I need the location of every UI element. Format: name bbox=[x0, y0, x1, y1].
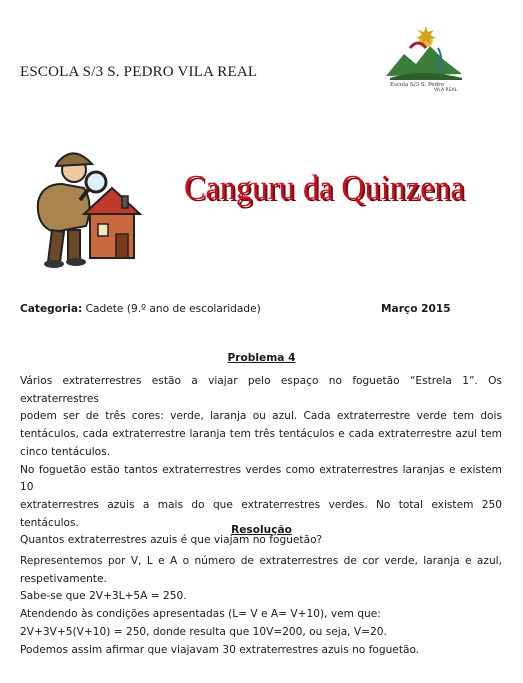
resolution-line: 2V+3V+5(V+10) = 250, donde resulta que 10V=200, ou seja, V=20. bbox=[20, 625, 387, 638]
logo-subtext: VILA REAL bbox=[434, 88, 458, 92]
problem-heading: Problema 4 bbox=[227, 352, 296, 364]
problem-line: No foguetão estão tantos extraterrestres verdes como extraterrestres laranjas e existem 10 bbox=[20, 463, 502, 494]
resolution-line: Sabe-se que 2V+3L+5A = 250. bbox=[20, 590, 187, 603]
logo-text: Escola S/3 S. Pedro bbox=[390, 82, 445, 88]
problem-line: Quantos extraterrestres azuis é que viajam no foguetão? bbox=[20, 534, 323, 547]
resolution-line: Representemos por V, L e A o número de extraterrestres de cor verde, laranja e azul, bbox=[20, 555, 502, 567]
category-label: Categoria: bbox=[20, 303, 83, 315]
problem-line: extraterrestres azuis a mais do que extraterrestres verdes. No total existem 250 tentáculos. bbox=[20, 498, 502, 529]
category-value: Cadete (9.º ano de escolaridade) bbox=[82, 303, 261, 315]
resolution-line: respetivamente. bbox=[20, 572, 107, 585]
school-name: ESCOLA S/3 S. PEDRO VILA REAL bbox=[20, 64, 258, 80]
problem-line: tentáculos, cada extraterrestre laranja tem três tentáculos e cada extraterrestre azul tem bbox=[20, 428, 502, 441]
resolution-heading: Resolução bbox=[231, 524, 292, 536]
page-title: Canguru da Quinzena bbox=[184, 168, 465, 207]
problem-line: cinco tentáculos. bbox=[20, 445, 111, 458]
resolution-line: Atendendo às condições apresentadas (L= V e A= V+10), vem que: bbox=[20, 608, 381, 621]
detective-illustration bbox=[28, 144, 146, 272]
date: Março 2015 bbox=[381, 303, 451, 315]
school-logo bbox=[382, 18, 466, 92]
resolution-line: Podemos assim afirmar que viajavam 30 extraterrestres azuis no foguetão. bbox=[20, 643, 420, 656]
problem-line: Vários extraterrestres estão a viajar pelo espaço no foguetão “Estrela 1”. Os extraterrestres bbox=[20, 375, 502, 405]
category bbox=[20, 303, 261, 315]
problem-line: podem ser de três cores: verde, laranja ou azul. Cada extraterrestre verde tem dois bbox=[20, 410, 502, 423]
resolution-text bbox=[20, 553, 502, 659]
